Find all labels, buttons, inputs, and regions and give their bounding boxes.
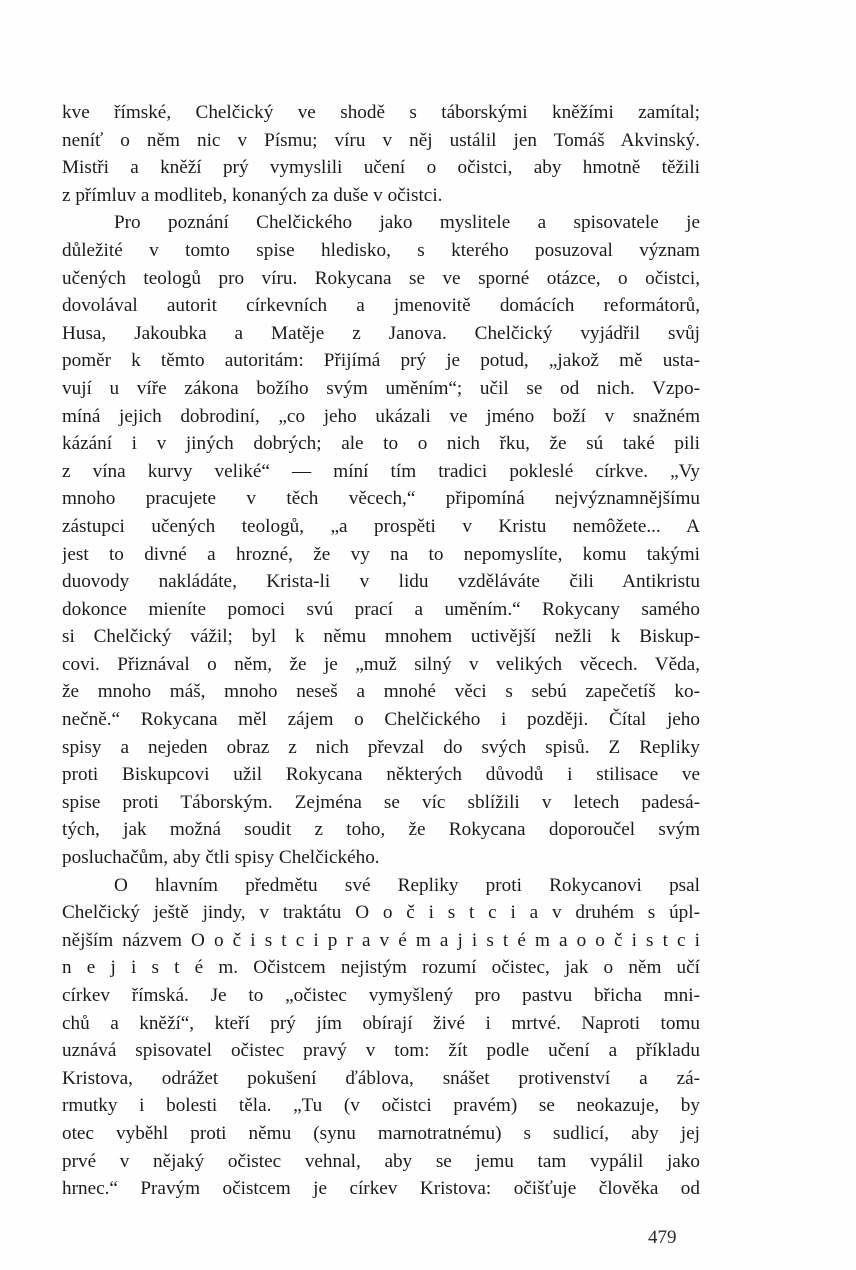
text-line: tých, jak možná soudit z toho, že Rokycana doporoučel svým	[62, 819, 700, 841]
text-line: Husa, Jakoubka a Matěje z Janova. Chelčický vyjádřil svůj	[62, 322, 700, 344]
text-line: Mistři a kněží prý vymyslili učení o očistci, aby hmotně těžili	[62, 157, 700, 179]
text-line: církev římská. Je to „očistec vymyšlený pro pastvu břicha mni-	[62, 985, 700, 1006]
text-line: n e j i s t é m. Očistcem nejistým rozumí očistec, jak o něm učí	[62, 957, 700, 979]
page-number: 479	[648, 1227, 677, 1248]
body-text	[62, 99, 700, 1203]
text-line: duovody nakládáte, Krista-li v lidu vzděláváte čili Antikristu	[62, 571, 700, 593]
text-line: prvé v nějaký očistec vehnal, aby se jemu tam vypálil jako	[62, 1150, 700, 1172]
text-line: Pro poznání Chelčického jako myslitele a spisovatele je	[114, 212, 700, 234]
text-line: rmutky i bolesti těla. „Tu (v očistci pravém) se neokazuje, by	[62, 1095, 700, 1117]
text-line: chů a kněží“, kteří prý jím obírají živé i mrtvé. Naproti tomu	[62, 1012, 700, 1034]
text-line: dokonce mieníte pomoci svú prací a uměním.“ Rokycany samého	[62, 598, 700, 620]
text-line: že mnoho máš, mnoho neseš a mnohé věci s sebú zapečetíš ko-	[62, 681, 700, 703]
text-line: posluchačům, aby čtli spisy Chelčického.	[62, 847, 380, 869]
text-line: učených teologů pro víru. Rokycana se ve sporné otázce, o očistci,	[62, 267, 700, 289]
text-line: mnoho pracujete v těch věcech,“ připomíná nejvýznamnějšímu	[62, 488, 700, 510]
text-line: z přímluv a modliteb, konaných za duše v očistci.	[62, 184, 443, 206]
text-line: spise proti Táborským. Zejména se víc sblížili v letech padesá-	[62, 791, 700, 813]
text-line: nějším názvem O o č i s t c i p r a v é m a j i s t é m a o o č i s t c i	[62, 929, 700, 951]
text-line: kázání i v jiných dobrých; ale to o nich řku, že sú také pili	[62, 433, 700, 455]
text-line: jest to divné a hrozné, že vy na to nepomyslíte, komu takými	[62, 543, 700, 565]
text-line: spisy a nejeden obraz z nich převzal do svých spisů. Z Repliky	[62, 736, 700, 758]
text-line: si Chelčický vážil; byl k němu mnohem uctivější nežli k Biskup-	[62, 626, 700, 648]
text-line: důležité v tomto spise hledisko, s kterého posuzoval význam	[62, 239, 700, 261]
text-line: kve římské, Chelčický ve shodě s táborskými kněžími zamítal;	[62, 102, 700, 123]
text-line: O hlavním předmětu své Repliky proti Rokycanovi psal	[114, 874, 700, 896]
text-line: z vína kurvy veliké“ — míní tím tradici pokleslé církve. „Vy	[62, 460, 700, 482]
text-line: poměr k těmto autoritám: Přijímá prý je potud, „jakož mě usta-	[62, 350, 700, 372]
text-line: míná jejich dobrodiní, „co jeho ukázali ve jméno boží v snažném	[62, 405, 700, 427]
text-line: proti Biskupcovi užil Rokycana některých důvodů i stilisace ve	[62, 764, 700, 786]
text-line: covi. Přiznával o něm, že je „muž silný v velikých věcech. Věda,	[62, 653, 700, 675]
text-line: vují u víře zákona božího svým uměním“; učil se od nich. Vzpo-	[62, 377, 700, 399]
text-line: nečně.“ Rokycana měl zájem o Chelčického i později. Čítal jeho	[62, 709, 700, 731]
text-line: Kristova, odrážet pokušení ďáblova, snášet protivenství a zá-	[62, 1067, 700, 1089]
text-line: neníť o něm nic v Písmu; víru v něj ustálil jen Tomáš Akvinský.	[62, 129, 700, 151]
text-line: zástupci učených teologů, „a prospěti v Kristu nemôžete... A	[62, 515, 700, 537]
text-line: otec vyběhl proti němu (synu marnotratnému) s sudlicí, aby jej	[62, 1122, 700, 1144]
text-line: dovolával autorit církevních a jmenovitě domácích reformátorů,	[62, 295, 700, 317]
text-line: hrnec.“ Pravým očistcem je církev Kristova: očišťuje člověka od	[62, 1178, 700, 1200]
text-line: uznává spisovatel očistec pravý v tom: žít podle učení a příkladu	[62, 1040, 700, 1062]
text-line: Chelčický ještě jindy, v traktátu O o č i s t c i a v druhém s úpl-	[62, 902, 700, 924]
